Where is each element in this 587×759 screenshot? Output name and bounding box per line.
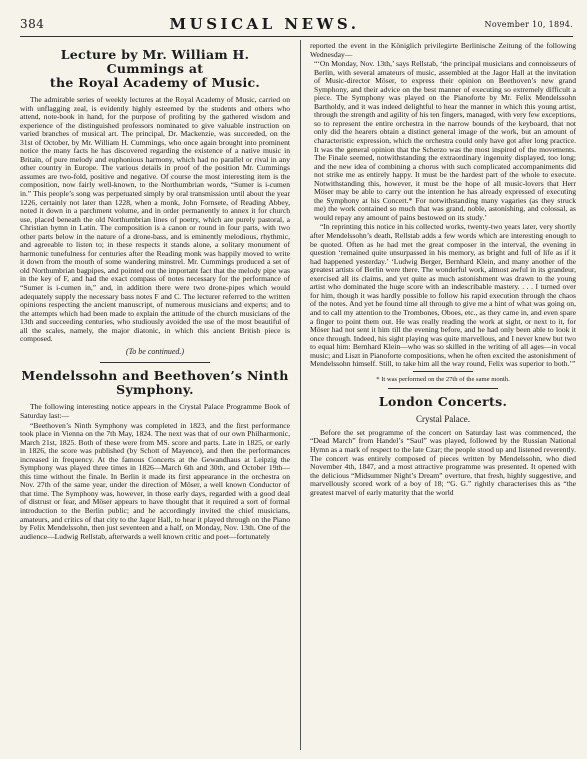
crystal-palace-subheading: Crystal Palace. <box>416 414 470 425</box>
mendelssohn-quote-left: “Beethoven’s Ninth Symphony was completed in 1823, and the first performance took place in Vienna on the 7th May, 1824. The next was that of our own Philharmonic, March 21st, 1825. Both of these were from MS. score and parts. Late in 1825, or early in 1826, the score was published (by Schott of Mayence), and then the performances increased in frequency. At the famous Concerts at the Gewandhaus at Leipzig the Symphony was played three times in 1826—March 6th and 30th, and October 19th—this time without the finale. In Berlin it made its first appearance in the orchestra on Nov. 27th of the same year, under the direction of Möser, a well known Conductor of that time. The Symphony was, however, in those early days, regarded with a good deal of distrust or fear, and Möser appears to have thought that it required a sort of formal introduction to the Berlin public; and he accordingly invited the chief musicians, amateurs, and critics of that city to the Jagor Hall, to hear it played through on the Piano by Felix Mendelssohn, then just seventeen and a half, on Monday, Nov. 13th. One of the audience—Ludwig Rellstab, afterwards a well known critic and poet—fortunately <box>20 420 290 541</box>
left-column <box>20 42 290 542</box>
mendelssohn-heading-line-2: Symphony. <box>116 382 194 398</box>
page-number: 384 <box>20 17 45 31</box>
column-divider <box>300 40 301 750</box>
page-header <box>20 12 573 37</box>
lecture-heading-line-1: Lecture by Mr. William H. Cummings at <box>60 47 250 76</box>
lecture-heading-line-2: the Royal Academy of Music. <box>49 75 261 90</box>
rellstab-report: “‘On Monday, Nov. 13th,’ says Rellstab, ‘the principal musicians and connoisseurs of Berlin, with several amateurs of music, assembled at the Jagor Hall at the invitation of Music-director Möser, to express their opinion on Beethoven’s new grand Symphony, and their advice on the best manner of executing so extremely difficult a piece. The Symphony was played on the Pianoforte by Mr. Felix Mendelssohn Bartholdy, and it was indeed delightful to hear the manner in which this young artist, through the strength and agility of his ten fingers, managed, with very few exceptions, so to represent the entire orchestra in the narrow bounds of the keyboard, that not only did the hearers obtain a distinct general image of the work, but an amount of characteristic expression, which the orchestra could only have got after long practice. It was the general opinion that the Scherzo was the most inspired of the movements. The Finale seemed, notwithstanding the extraordinary ingenuity displayed, too long; and the new idea of combining a chorus with such complicated accompaniments did not strike me as entirely happy. It must be the hardest part of the whole to execute. Notwithstanding this, however, it must be the hope of all music-lovers that Herr Möser may be able to carry out the intention he has already expressed of executing the Symphony at his Concert.* For notwithstanding many vagaries (as they struck me) the work contained so much that was grand, noble, astonishing, and colossal, as would repay any amount of pains bestowed on its study.’ <box>314 59 576 222</box>
mendelssohn-heading-line-1: Mendelssohn and Beethoven’s Ninth <box>21 368 289 384</box>
mendelssohn-intro: The following interesting notice appears in the Crystal Palace Programme Book of Saturday last:— <box>20 402 290 420</box>
masthead-title: MUSICAL NEWS. <box>169 15 360 33</box>
footnote-rule <box>413 371 473 372</box>
section-separator <box>100 362 210 363</box>
footnote: * It was performed on the 27th of the same month. <box>376 375 510 383</box>
mendelssohn-heading <box>20 369 290 397</box>
london-paragraph: Before the set programme of the concert on Saturday last was commenced, the “Dead March” from Handel’s “Saul” was played, followed by the Russian National Hymn as a mark of respect to the late Czar; the people stood up and listened reverently. The concert was entirely composed of pieces written by Mendelssohn, who died November 4th, 1847, and a most attractive programme was presented. It opened with the delicious “Midsummer Night’s Dream” overture, that fresh, highly suggestive, and marvellously scored work of a boy of 18; “G. G.” rightly characterises this as “the greatest marvel of early maturity that the world <box>310 427 576 497</box>
lecture-paragraph: The admirable series of weekly lectures at the Royal Academy of Music, carried on with unflagging zeal, is evidently highly esteemed by the students and others who attend, note-book in hand, for the purpose of profiting by the gathered wisdom and experience of the distinguished professors nominated to give valuable instruction on varied branches of musical art. The principal, Dr. Mackenzie, was succeeded, on the 31st of October, by Mr. William H. Cummings, who once again brought into prominent notice the many facts he has discovered regarding the existence of a native music in Britain, of pure melody and euphonious harmony, which had no parallel or rival in any other country in Europe. The various details in proof of the position Mr. Cummings assumes are two-fold, positive and negative. Of course the most interesting item is the composition, now fairly well-known, to the Northumbrian words, “Sumer is i-cumen in.” This people’s song was perpetuated simply by oral transmission until about the year 1226, certainly not later than 1228, when a monk, John Fornsete, of Reading Abbey, noted it down in a parchment volume, and in order permanently to annex it for church use, placed beneath the old Northumbrian lines of poetry, which are purely pastoral, a Christian hymn in Latin. The composition is a canon or round in four parts, with two other parts below in the nature of a drone-bass, and is eminently melodious, rhythmic, and agreeable to listen to; in these respects it stands alone, a solitary monument of harmonic tunefulness for centuries after the Reading monk was happily moved to write it down from the mouth of some wandering minstrel. Mr. Cummings produced a set of old Northumbrian bagpipes, and pointed out the important fact that the melody pipe was in the key of F, and had the exact compass of notes necessary for the performance of “Sumer is i-cumen in,” and, in addition there were two drone-pipes which would adequately supply the necessary bass notes F and C. The lecturer referred to the written opinions respecting the ancient manuscript, of numerous musicians and experts; and to the attempts which had been made to explain the attitude of the church musicians of the 13th and succeeding centuries, who studiously avoided the use of the most beautiful of all the scales, namely, the major diatonic, in which this ancient British piece is composed. <box>20 95 290 344</box>
mendelssohn-quote-right: reported the event in the Königlich privilegirte Berlinische Zeitung of the following Wednesday— <box>310 41 576 59</box>
issue-date: November 10, 1894. <box>484 19 573 29</box>
to-be-continued: (To be continued.) <box>125 346 185 356</box>
section-separator-right <box>388 388 498 389</box>
rellstab-reprint-note: “In reprinting this notice in his collected works, twenty-two years later, very shortly after Mendelssohn’s death, Rellstab adds a few words which are interesting enough to be quoted. Often as he had met the great composer in the interval, the evening in question ‘remained quite unsurpassed in his memory, as bright and full of life as if it had happened yesterday.’ ‘Ludwig Berger, Bernhard Klein, and many another of the greatest artists of Berlin were there. The wonderful work, almost awful in its grandeur, exercised all its claims, and yet quite as much astonishment was drawn to the young artist who dominated the huge score with an indescribable mastery. . . . I turned over for him, though it was hardly possible to follow his rapid execution through the chaos of the notes. And yet he found time all through to give me a hint of what was going on, and to call my attention to the Trombones, Oboes, etc., as they came in, and even spare a finger to point them out. He was really reading the work at sight, or next to it, for Möser had not sent it him till the evening before, and he had only been able to look it once through. Indeed, his sight playing was quite marvellous, and I never knew but two to equal him: Bernhard Klein—who was so skilled in the writing of all ages—in vocal music; and Liszt in Pianoforte compositions, when he often excited the astonishment of Mendelssohn himself. Still, to take him all the way round, Felix was superior to both.’” <box>310 222 576 369</box>
right-column <box>310 42 576 498</box>
london-concerts-heading: London Concerts. <box>378 394 508 410</box>
lecture-heading <box>20 48 290 90</box>
